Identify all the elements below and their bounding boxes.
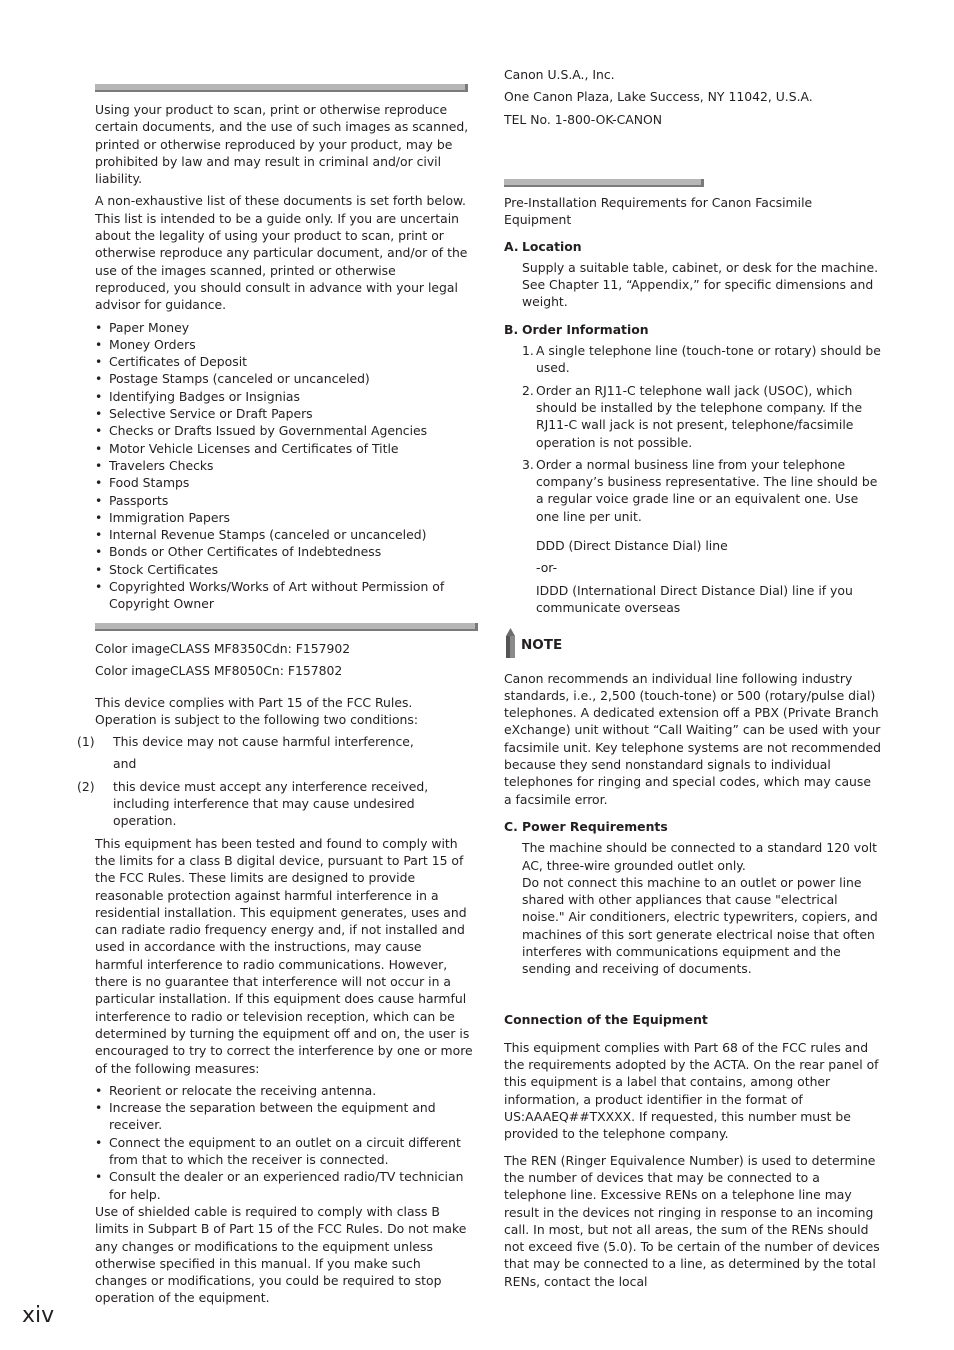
section-b-heading (504, 321, 882, 338)
condition-text: this device must accept any interference received, including interference that may cause undesired operation. (113, 778, 429, 829)
pre-install-title: Pre-Installation Requirements for Canon Facsimile Equipment (504, 195, 813, 228)
note-heading (504, 628, 882, 663)
section-title: Order Information (522, 321, 649, 337)
item-number: 2. (522, 382, 534, 398)
condition-number: (2) (77, 778, 95, 794)
list-item (504, 382, 882, 451)
list-item: • Money Orders (95, 336, 473, 353)
condition-text: This device may not cause harmful interference, (113, 734, 414, 750)
address-line: One Canon Plaza, Lake Success, NY 11042, U.S.A. (504, 89, 813, 105)
measures-list (95, 1082, 473, 1203)
power-text: The machine should be connected to a standard 120 volt AC, three-wire grounded outlet only. (522, 840, 878, 873)
section-heading-bar (95, 623, 478, 631)
item-text: A single telephone line (touch-tone or rotary) should be used. (536, 343, 881, 376)
list-item: • Passports (95, 492, 473, 509)
ddd-line: DDD (Direct Distance Dial) line (536, 538, 728, 554)
fcc-intro: This device complies with Part 15 of the FCC Rules. Operation is subject to the following two conditions: (95, 694, 419, 727)
section-title: Power Requirements (522, 818, 668, 834)
address-line: TEL No. 1-800-OK-CANON (504, 111, 663, 127)
section-title: Location (522, 238, 582, 254)
model-line: Color imageCLASS MF8350Cdn: F157902 (95, 641, 351, 656)
list-item (504, 342, 882, 377)
list-item: • Reorient or relocate the receiving antenna. (95, 1082, 473, 1099)
ren-text: The REN (Ringer Equivalence Number) is used to determine the number of devices that may be connected to a telephone line. Excessive RENs on a telephone line may result in the devices not ringing in response to an incoming call. In most, but not all areas, the sum of the RENs should not exceed five (5.0). To be certain of the number of devices that may be connected to a line, as determined by the total RENs, contact the local (504, 1152, 880, 1289)
section-letter: A. (504, 238, 519, 254)
intro-paragraph: A non-exhaustive list of these documents is set forth below. This list is intended to be a guide only. If you are uncertain about the legality of using your product to scan, print or otherwise reproduce any particular document, and/or of the use of the images scanned, printed or otherwise reproduced, you should consult in advance with your legal advisor for guidance. (95, 193, 468, 313)
list-item (504, 456, 882, 525)
list-item: • Internal Revenue Stamps (canceled or uncanceled) (95, 526, 473, 543)
documents-list (95, 319, 473, 613)
intro-paragraph: Using your product to scan, print or otherwise reproduce certain documents, and the use of such images as scanned, printed or otherwise reproduced by your product, may be prohibited by law and may result in criminal and/or civil liability. (95, 102, 469, 187)
list-item: • Certificates of Deposit (95, 353, 473, 370)
model-line: Color imageCLASS MF8050Cn: F157802 (95, 663, 343, 679)
list-item: • Bonds or Other Certificates of Indebtedness (95, 543, 473, 560)
list-item: • Immigration Papers (95, 509, 473, 526)
or-line: -or- (536, 560, 558, 576)
item-text: Order an RJ11-C telephone wall jack (USOC), which should be installed by the telephone company. If the RJ11-C wall jack is not present, telephone/facsimile operation is not possible. (536, 382, 863, 450)
list-item: • Identifying Badges or Insignias (95, 388, 473, 405)
note-text: Canon recommends an individual line following industry standards, i.e., 2,500 (touch-tone) or 500 (rotary/pulse dial) telephones. A dedicated extension off a PBX (Private Branch eXchange) unit without “Call Waiting” can be used with your facsimile unit. Key telephone systems are not recommended because they send nonstandard signals to individual telephones for ringing and special codes, which may cause a facsimile error. (504, 670, 881, 807)
section-heading-bar (95, 84, 468, 92)
fcc-section (77, 640, 473, 1312)
list-item: • Paper Money (95, 319, 473, 336)
condition-and: and (113, 756, 137, 772)
list-item: • Checks or Drafts Issued by Governmental Agencies (95, 422, 473, 439)
connection-text: This equipment complies with Part 68 of the FCC rules and the requirements adopted by the ACTA. On the rear panel of this equipment is a label that contains, among other information, a product identifier in the format of US:AAAEQ##TXXXX. If requested, this number must be provided to the telephone company. (504, 1039, 879, 1142)
address-block (504, 66, 882, 133)
section-a-text: Supply a suitable table, cabinet, or desk for the machine. See Chapter 11, “Appendix,” for specific dimensions and weight. (522, 259, 879, 310)
page-number: xiv (22, 1303, 55, 1328)
legal-intro (95, 101, 473, 613)
list-item: • Postage Stamps (canceled or uncanceled) (95, 370, 473, 387)
list-item: • Stock Certificates (95, 561, 473, 578)
condition-2 (77, 778, 473, 830)
item-text: Order a normal business line from your telephone company’s business representative. The line should be a regular voice grade line or an equivalent one. Use one line per unit. (536, 456, 878, 524)
pre-install-section (504, 194, 882, 1295)
section-heading-bar (504, 179, 704, 187)
item-number: 3. (522, 456, 534, 472)
section-letter: C. (504, 818, 518, 834)
section-letter: B. (504, 321, 519, 337)
list-item: • Food Stamps (95, 474, 473, 491)
class-b-paragraph: This equipment has been tested and found to comply with the limits for a class B digital device, pursuant to Part 15 of the FCC Rules. These limits are designed to provide reasonable protection against harmful interference in a residential installation. This equipment generates, uses and can radiate radio frequency energy and, if not installed and used in accordance with the instructions, may cause harmful interference to radio communications. However, there is no guarantee that interference will not occur in a particular installation. If this equipment does cause harmful interference to radio or television reception, which can be determined by turning the equipment off and on, the user is encouraged to try to correct the interference by one or more of the following measures: (95, 835, 473, 1076)
note-label: NOTE (521, 637, 563, 654)
list-item: • Copyrighted Works/Works of Art without Permission of Copyright Owner (95, 578, 473, 613)
condition-1 (77, 733, 473, 750)
list-item: • Selective Service or Draft Papers (95, 405, 473, 422)
power-text: Do not connect this machine to an outlet or power line shared with other appliances that cause "electrical noise." Air conditioners, electric typewriters, copiers, and machines of this sort generate electrical noise that often interferes with communications equipment and the sending and receiving of documents. (522, 874, 878, 977)
condition-number: (1) (77, 734, 95, 750)
section-c-heading (504, 818, 882, 835)
order-list (504, 342, 882, 525)
item-number: 1. (522, 343, 534, 359)
list-item: • Consult the dealer or an experienced radio/TV technician for help. (95, 1168, 473, 1203)
address-line: Canon U.S.A., Inc. (504, 67, 615, 82)
list-item: • Increase the separation between the equipment and receiver. (95, 1099, 473, 1134)
iddd-line: IDDD (International Direct Distance Dial) line if you communicate overseas (536, 582, 853, 615)
list-item: • Connect the equipment to an outlet on a circuit different from that to which the receiver is connected. (95, 1134, 473, 1169)
list-item: • Travelers Checks (95, 457, 473, 474)
pencil-icon (504, 628, 517, 663)
section-a-heading (504, 238, 882, 255)
list-item: • Motor Vehicle Licenses and Certificates of Title (95, 440, 473, 457)
shielded-paragraph: Use of shielded cable is required to comply with class B limits in Subpart B of Part 15 of the FCC Rules. Do not make any changes or modifications to the equipment unless otherwise specified in this manual. If you make such changes or modifications, you could be required to stop operation of the equipment. (95, 1203, 467, 1306)
connection-title: Connection of the Equipment (504, 1011, 708, 1027)
